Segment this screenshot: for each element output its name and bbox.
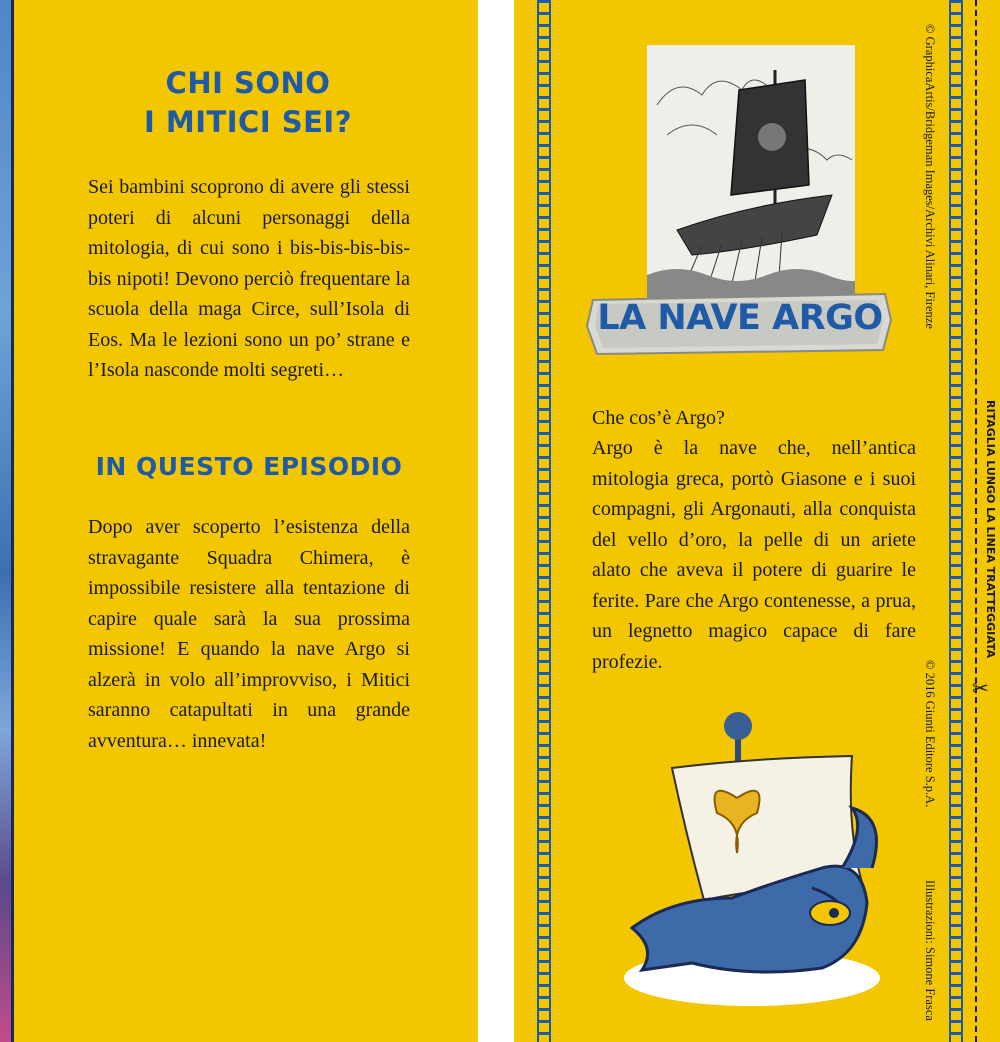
scissors-icon: ✂ [972,678,989,700]
heading-chi-sono [118,64,378,142]
argo-engraving-image [647,45,855,300]
argo-answer: Argo è la nave che, nell’antica mitologia greca, portò Giasone e i suoi compagni, gli Argonauti, alla conquista del vello d’oro, la pelle di un ariete alato che aveva il potere di guarire le ferite. Pare che Argo contenesse, a prua, un legnetto magico capace di fare profezie. [592,437,916,673]
image-credit: © GraphicaArtis/Bridgeman Images/Archivi Alinari, Firenze [923,24,937,329]
cut-instruction: RITAGLIA LUNGO LA LINEA TRATTEGGIATA [984,400,997,659]
episode-paragraph: Dopo aver scoperto l’esistenza della stravagante Squadra Chimera, è impossibile resistere alla tentazione di capire quale sarà la sua prossima missione! E quando la nave Argo si alzerà in volo all’improvviso, i Mitici saranno catapultati in una grande avventura… innevata! [88,516,410,752]
cut-line[interactable] [975,0,977,1042]
heading-line-1: CHI SONO [165,66,331,100]
intro-paragraph: Sei bambini scoprono di avere gli stessi poteri di alcuni personaggi della mitologia, di cui sono i bis-bis-bis-bis-bis nipoti! Devono perciò frequentare la scuola della maga Circe, sull’Isola di Eos. Ma le lezioni sono un po’ strane e l’Isola nasconde molti segreti… [88,176,410,381]
cover-edge-illustration [0,0,14,1042]
argo-question: Che cos’è Argo? [592,407,725,429]
title-banner [585,290,895,356]
page-gutter [478,0,514,1042]
greek-key-border-right [949,0,963,1042]
greek-key-border-left [537,0,551,1042]
argo-cartoon-illustration [612,708,888,1014]
heading-line-2: I MITICI SEI? [143,105,353,139]
banner-title: LA NAVE ARGO [597,298,883,338]
heading-episodio: IN QUESTO EPISODIO [95,452,403,481]
copyright: © 2016 Giunti Editore S.p.A. [923,660,937,808]
illustrations-credit: Illustrazioni: Simone Frasca [923,880,937,1021]
